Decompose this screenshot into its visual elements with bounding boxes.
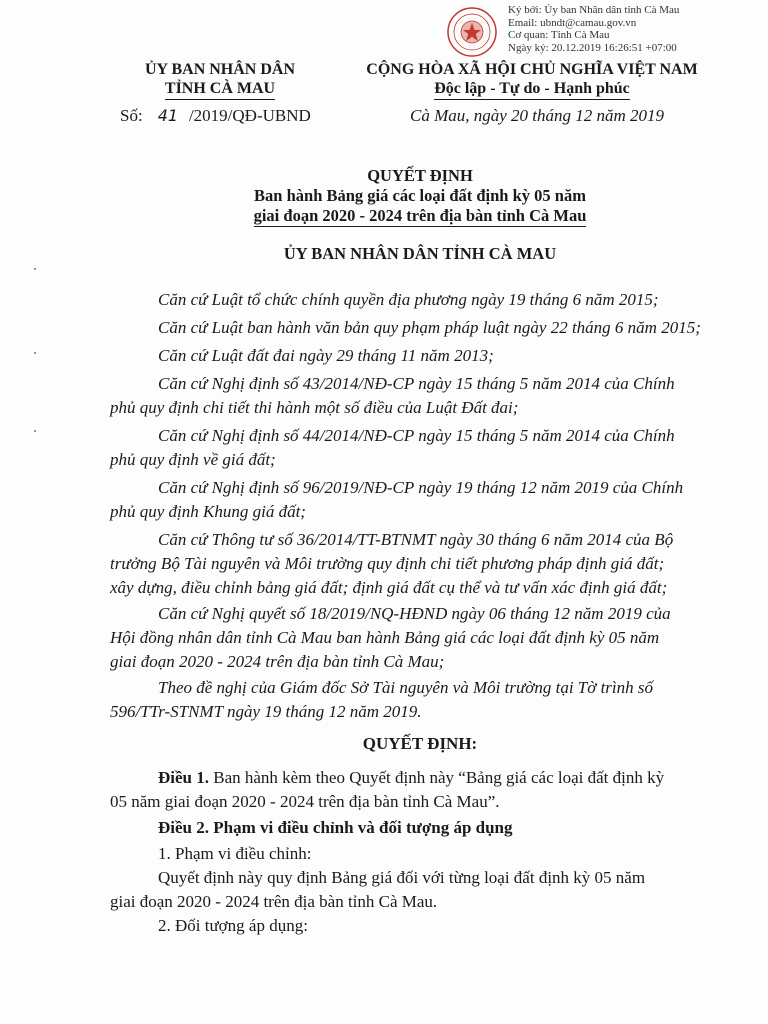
- digital-signature-info: [508, 4, 679, 54]
- article-1-label: Điều 1.: [158, 768, 209, 787]
- signature-signer: Ký bởi: Ủy ban Nhân dân tỉnh Cà Mau: [508, 4, 680, 16]
- title-subject-line2: giai đoạn 2020 - 2024 trên địa bàn tỉnh Cà Mau: [253, 206, 587, 225]
- issuer-heading: ỦY BAN NHÂN DÂN TỈNH CÀ MAU: [283, 244, 557, 263]
- title-type: QUYẾT ĐỊNH: [367, 166, 473, 185]
- preamble-paragraph: [110, 528, 714, 600]
- scope-text: giai đoạn 2020 - 2024 trên địa bàn tỉnh Cà Mau.: [110, 892, 438, 911]
- signature-email: Email: ubndt@camau.gov.vn: [508, 16, 637, 29]
- article-2-title: Điều 2. Phạm vi điều chỉnh và đối tượng áp dụng: [158, 818, 513, 837]
- title-subject-line1: Ban hành Bảng giá các loại đất định kỳ 05 năm: [254, 186, 586, 205]
- preamble-paragraph: [110, 676, 714, 724]
- article-2-heading: [110, 816, 714, 840]
- preamble-line: Căn cứ Nghị định số 44/2014/NĐ-CP ngày 15 tháng 5 năm 2014 của Chính: [158, 426, 675, 445]
- preamble-paragraph: [110, 288, 714, 312]
- preamble-paragraph: [110, 602, 714, 674]
- article-2-scope-text: [110, 866, 714, 914]
- preamble-line: trưởng Bộ Tài nguyên và Môi trường quy định chi tiết phương pháp định giá đất;: [110, 554, 665, 573]
- preamble-line: Căn cứ Luật tổ chức chính quyền địa phương ngày 19 tháng 6 năm 2015;: [158, 290, 659, 309]
- preamble-line: Căn cứ Thông tư số 36/2014/TT-BTNMT ngày 30 tháng 6 năm 2014 của Bộ: [158, 530, 674, 549]
- signature-agency: Cơ quan: Tỉnh Cà Mau: [508, 29, 610, 41]
- national-title: [352, 60, 712, 100]
- signature-date: Ngày ký: 20.12.2019 16:26:51 +07:00: [508, 41, 677, 54]
- preamble-paragraph: [110, 372, 714, 420]
- preamble-paragraph: [110, 344, 714, 368]
- scope-text: Quyết định này quy định Bảng giá đối với từng loại đất định kỳ 05 năm: [158, 868, 646, 887]
- preamble-line: 596/TTr-STNMT ngày 19 tháng 12 năm 2019.: [110, 702, 422, 721]
- article-2-item-2: [110, 914, 714, 938]
- doc-number-handwritten: 41: [157, 106, 179, 125]
- decision-heading: QUYẾT ĐỊNH:: [362, 734, 478, 753]
- preamble-line: xây dựng, điều chỉnh bảng giá đất; định giá đất cụ thể và tư vấn xác định giá đất;: [110, 578, 668, 597]
- national-name: CỘNG HÒA XÃ HỘI CHỦ NGHĨA VIỆT NAM: [366, 61, 698, 78]
- document-number: [120, 106, 311, 126]
- preamble-line: Căn cứ Nghị quyết số 18/2019/NQ-HĐND ngày 06 tháng 12 năm 2019 của: [158, 604, 671, 623]
- doc-number-prefix: Số:: [120, 106, 143, 125]
- preamble-line: Hội đồng nhân dân tỉnh Cà Mau ban hành Bảng giá các loại đất định kỳ 05 năm: [110, 628, 660, 647]
- preamble-paragraph: [110, 424, 714, 472]
- preamble-line: giai đoạn 2020 - 2024 trên địa bàn tỉnh Cà Mau;: [110, 652, 445, 671]
- article-2-item-1: [110, 842, 714, 866]
- preamble-line: phủ quy định Khung giá đất;: [110, 502, 306, 521]
- applicable-subjects-heading: 2. Đối tượng áp dụng:: [158, 916, 308, 935]
- preamble-line: Căn cứ Luật đất đai ngày 29 tháng 11 năm 2013;: [158, 346, 494, 365]
- article-1-text: Ban hành kèm theo Quyết định này “Bảng giá các loại đất định kỳ: [213, 768, 665, 787]
- state-emblem-seal-icon: [446, 6, 498, 58]
- preamble-line: Căn cứ Nghị định số 96/2019/NĐ-CP ngày 19 tháng 12 năm 2019 của Chính: [158, 478, 684, 497]
- document-title: [120, 166, 720, 227]
- doc-number-suffix: /2019/QĐ-UBND: [188, 106, 311, 125]
- preamble-paragraph: [110, 476, 714, 524]
- national-motto: Độc lập - Tự do - Hạnh phúc: [434, 79, 630, 100]
- preamble-line: Căn cứ Nghị định số 43/2014/NĐ-CP ngày 15 tháng 5 năm 2014 của Chính: [158, 374, 675, 393]
- preamble-line: Theo đề nghị của Giám đốc Sở Tài nguyên và Môi trường tại Tờ trình số: [158, 678, 653, 697]
- article-1-text: 05 năm giai đoạn 2020 - 2024 trên địa bàn tỉnh Cà Mau”.: [110, 792, 500, 811]
- authority-line1: ỦY BAN NHÂN DÂN: [144, 61, 296, 78]
- preamble-paragraph: [110, 316, 714, 340]
- preamble-line: phủ quy định chi tiết thi hành một số điều của Luật Đất đai;: [110, 398, 519, 417]
- preamble-line: phủ quy định về giá đất;: [110, 450, 276, 469]
- authority-line2: TỈNH CÀ MAU: [165, 79, 275, 100]
- scope-heading: 1. Phạm vi điều chỉnh:: [158, 844, 312, 863]
- preamble-line: Căn cứ Luật ban hành văn bản quy phạm pháp luật ngày 22 tháng 6 năm 2015;: [158, 318, 701, 337]
- article-1: [110, 766, 714, 814]
- issue-date: Cà Mau, ngày 20 tháng 12 năm 2019: [410, 106, 665, 125]
- issuing-authority: [120, 60, 320, 100]
